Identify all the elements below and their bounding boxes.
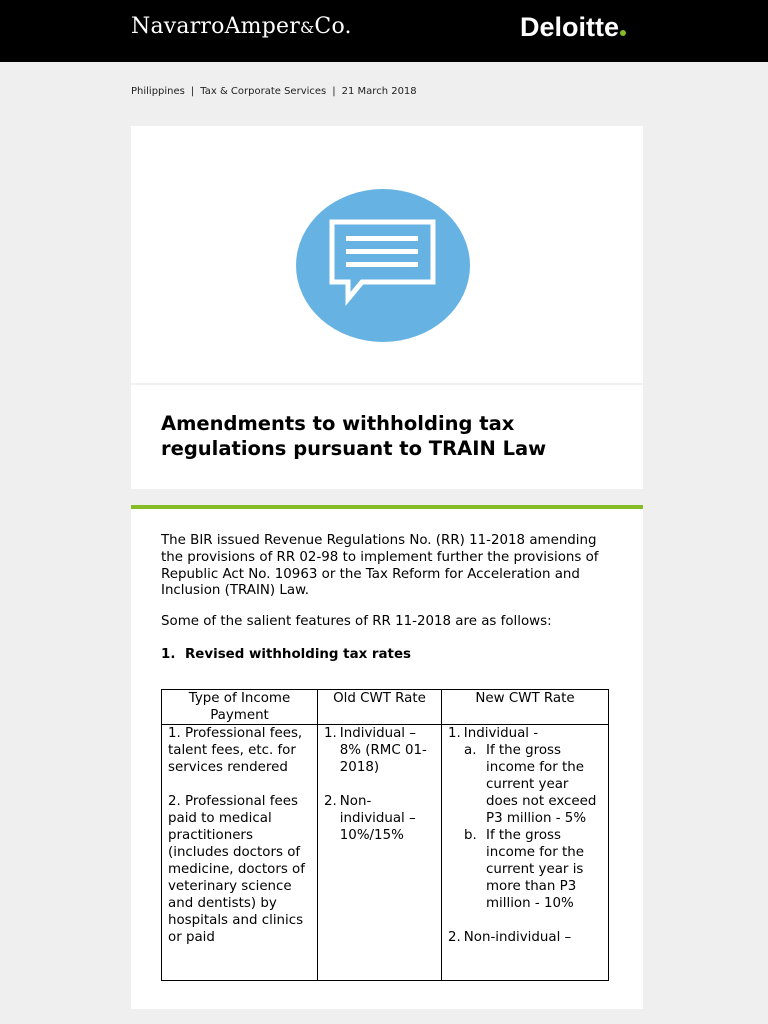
top-banner: [0, 0, 768, 62]
new-rate-subitem: [448, 827, 602, 912]
item-number: 2.: [448, 930, 461, 945]
section-heading: [161, 647, 411, 662]
subitem-letter: a.: [464, 743, 477, 758]
income-type-cell: [162, 725, 318, 981]
subitem-text: If the gross income for the current year does not exceed P3 million - 5%: [486, 743, 597, 826]
meta-separator: |: [332, 86, 336, 97]
deloitte-green-dot: [620, 30, 626, 36]
table-row: [162, 725, 609, 981]
section-number: 1.: [161, 647, 176, 662]
salient-paragraph: Some of the salient features of RR 11-2018 are as follows:: [161, 614, 552, 629]
brand-left-ampersand: &: [299, 18, 315, 37]
brand-left-name: NavarroAmper: [131, 14, 300, 39]
new-rate-item: [448, 725, 602, 742]
old-rate-cell: [318, 725, 442, 981]
old-rate-item: [324, 793, 435, 844]
meta-date: 21 March 2018: [341, 86, 417, 97]
old-rate-item: [324, 725, 435, 776]
item-text: Individual -: [463, 726, 539, 741]
deloitte-wordmark: Deloitte: [520, 12, 620, 42]
item-number: 2.: [324, 794, 337, 809]
item-number: 1.: [324, 726, 337, 741]
income-type-item: 2. Professional fees paid to medical practitioners (includes doctors of medicine, doctors of veterinary science and dentists) by hospitals and clinics or paid: [168, 794, 305, 945]
article-meta: [131, 86, 417, 97]
item-text: Non-individual – 10%/15%: [339, 794, 416, 843]
brand-left-co: Co.: [314, 14, 352, 39]
table-header: New CWT Rate: [442, 690, 609, 725]
new-rate-subitem: [448, 742, 602, 827]
table-header-row: [162, 690, 609, 725]
item-text: Individual – 8% (RMC 01-2018): [339, 726, 427, 775]
income-type-item: 1. Professional fees, talent fees, etc. for services rendered: [168, 726, 303, 775]
subitem-text: If the gross income for the current year is more than P3 million - 10%: [486, 828, 584, 911]
item-text: Non-individual –: [463, 930, 572, 945]
hero-card: [131, 126, 643, 383]
section-title: Revised withholding tax rates: [185, 647, 412, 662]
item-number: 1.: [448, 726, 461, 741]
new-rate-item: [448, 929, 602, 946]
table-header: Type of Income Payment: [162, 690, 318, 725]
meta-separator: |: [190, 86, 195, 97]
title-card: [131, 385, 643, 489]
article-body: [131, 509, 643, 1009]
deloitte-logo: [520, 12, 626, 43]
navarro-amper-logo: [131, 14, 352, 39]
new-rate-cell: [442, 725, 609, 981]
table-header: Old CWT Rate: [318, 690, 442, 725]
subitem-letter: b.: [464, 828, 477, 843]
article-title: Amendments to withholding tax regulations pursuant to TRAIN Law: [161, 412, 547, 460]
intro-paragraph: The BIR issued Revenue Regulations No. (RR) 11-2018 amending the provisions of RR 02-98 to implement further the provisions of Republic Act No. 10963 or the Tax Reform for Acceleration and Inclusion (TRAIN) Law.: [161, 533, 599, 599]
meta-service: Tax & Corporate Services: [200, 86, 327, 97]
speech-bubble-icon: [296, 189, 470, 342]
meta-country: Philippines: [131, 86, 185, 97]
cwt-rates-table: [161, 689, 609, 981]
